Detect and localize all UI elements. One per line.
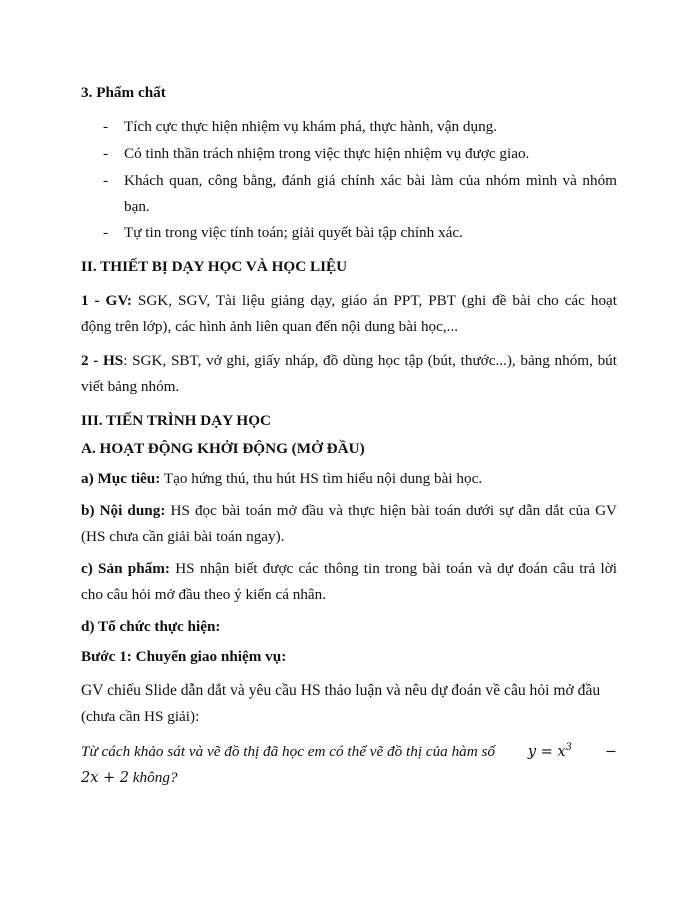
bullet-dash: - [103,118,109,135]
gv-materials: 1 - GV: SGK, SGV, Tài liệu giảng dạy, giáo án PPT, PBT (ghi đề bài cho các hoạt [81,292,617,309]
bullet-item: Có tinh thần trách nhiệm trong việc thực hiện nhiệm vụ được giao. [124,145,530,162]
section-iii-heading: III. TIẾN TRÌNH DẠY HỌC [81,412,272,429]
bullet-item-continuation: bạn. [124,198,150,215]
bullet-dash: - [103,224,109,241]
organize-heading: d) Tổ chức thực hiện: [81,618,221,635]
step-1-instruction: GV chiếu Slide dẫn dắt và yêu cầu HS thảo luận và nêu dự đoán về câu hỏi mở đầu [81,682,601,699]
hs-materials: 2 - HS: SGK, SBT, vở ghi, giấy nháp, đồ dùng học tập (bút, thước...), bảng nhóm, bút [81,352,617,369]
objective-line: a) Mục tiêu: Tạo hứng thú, thu hút HS tìm hiểu nội dung bài học. [81,470,483,487]
formula-part: $y = x^3$ [527,742,572,760]
gv-label: 1 - GV: [81,292,132,309]
section-3-heading: 3. Phẩm chất [81,84,166,101]
product-line: c) Sản phẩm: HS nhận biết được các thông tin trong bài toán và dự đoán câu trả lời [81,560,618,577]
bullet-item: Khách quan, công bằng, đánh giá chính xác bài làm của nhóm mình và nhóm [124,172,617,189]
question-text: Từ cách khảo sát và vẽ đồ thị đã học em có thể vẽ đồ thị của hàm số [81,743,496,760]
content-continuation: (HS chưa cần giải bài toán ngay). [81,528,285,545]
product-continuation: cho câu hỏi mở đầu theo ý kiến cá nhân. [81,586,327,603]
bullet-dash: - [103,145,109,162]
gv-materials-continuation: động trên lớp), các hình ảnh liên quan đến nội dung bài học,... [81,318,459,335]
hs-label: 2 - HS [81,352,124,369]
opening-question-continuation: 2x + 2 không? [81,769,178,786]
opening-question [81,742,617,762]
bullet-dash: - [103,172,109,189]
bullet-item: Tự tin trong việc tính toán; giải quyết bài tập chính xác. [124,224,463,241]
activity-a-heading: A. HOẠT ĐỘNG KHỞI ĐỘNG (MỞ ĐẦU) [81,440,365,457]
section-ii-heading: II. THIẾT BỊ DẠY HỌC VÀ HỌC LIỆU [81,258,348,275]
formula-rest: 2x + 2 [81,770,129,786]
bullet-item: Tích cực thực hiện nhiệm vụ khám phá, thực hành, vận dụng. [124,118,498,135]
step-1-instruction-continuation: (chưa cần HS giải): [81,708,200,725]
step-1-heading: Bước 1: Chuyển giao nhiệm vụ: [81,648,287,665]
hs-materials-continuation: viết bảng nhóm. [81,378,180,395]
content-line: b) Nội dung: HS đọc bài toán mở đầu và thực hiện bài toán dưới sự dẫn dắt của GV [81,502,617,519]
formula-minus: − [604,744,617,760]
